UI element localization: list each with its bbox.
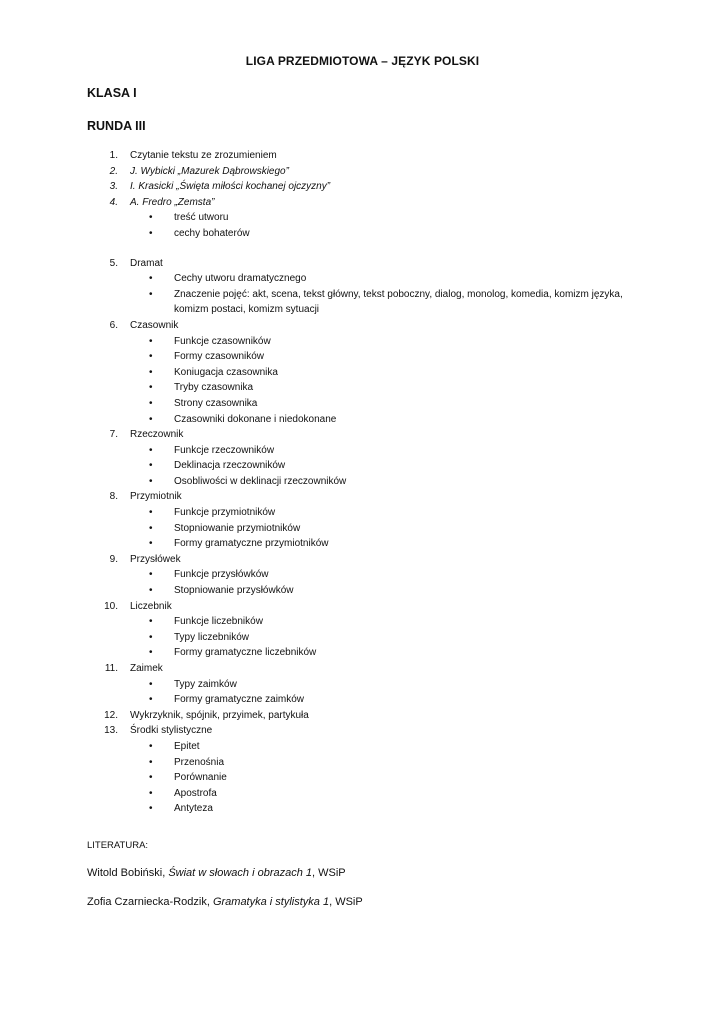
list-item	[0, 723, 725, 739]
bullet-item-text: Formy gramatyczne przymiotników	[174, 538, 329, 550]
list-item-text: Czytanie tekstu ze zrozumieniem	[130, 150, 277, 161]
bullet-icon: •	[149, 227, 153, 239]
bullet-item	[0, 801, 725, 817]
list-item-number: 9.	[109, 553, 118, 565]
list-item	[0, 179, 725, 195]
list-item-number: 10.	[104, 600, 118, 612]
bullet-item-text: Znaczenie pojęć: akt, scena, tekst główny, tekst poboczny, dialog, monolog, komedia, komizm języka, komizm postaci, komizm sytuacji	[174, 288, 623, 316]
list-item-number: 13.	[104, 725, 118, 737]
bullet-icon: •	[149, 460, 153, 472]
bullet-icon: •	[149, 382, 153, 394]
bullet-item	[0, 380, 725, 396]
list-item-number: 5.	[109, 257, 118, 269]
bullet-item-text: Porównanie	[174, 772, 227, 784]
list-item-number: 11.	[104, 663, 118, 674]
list-item-number: 12.	[104, 709, 118, 721]
bullet-item	[0, 458, 725, 474]
list-item-text: Czasownik	[130, 319, 179, 331]
bullet-icon: •	[149, 678, 153, 690]
list-item-text: Środki stylistyczne	[130, 725, 213, 737]
bullet-item	[0, 583, 725, 599]
bullet-item-text: Formy czasowników	[174, 351, 265, 363]
literature-label: LITERATURA:	[87, 840, 149, 851]
bullet-item-text: Funkcje czasowników	[174, 335, 271, 347]
bullet-item-text: Apostrofa	[174, 787, 217, 799]
bullet-item	[0, 645, 725, 661]
bullet-item	[0, 334, 725, 350]
bullet-item-text: Cechy utworu dramatycznego	[174, 273, 307, 285]
list-item-number: 1.	[109, 150, 118, 161]
bullet-item	[0, 365, 725, 381]
reference-item	[87, 867, 346, 879]
list-item	[0, 148, 725, 164]
bullet-icon: •	[149, 616, 153, 628]
bullet-icon: •	[149, 522, 153, 534]
bullet-item	[0, 692, 725, 708]
bullet-icon: •	[149, 787, 153, 799]
bullet-icon: •	[149, 772, 153, 784]
bullet-item-text: Przenośnia	[174, 756, 225, 768]
list-item-number: 2.	[109, 165, 118, 177]
list-item	[0, 164, 725, 180]
bullet-icon: •	[149, 288, 153, 300]
reference-publisher: , WSiP	[312, 867, 346, 879]
reference-item	[87, 896, 363, 908]
bullet-item	[0, 412, 725, 428]
bullet-item-text: treść utworu	[174, 212, 229, 224]
topic-list	[0, 148, 725, 817]
reference-author: Witold Bobiński,	[87, 867, 166, 879]
list-item-text: Liczebnik	[130, 600, 172, 612]
list-item	[0, 599, 725, 615]
bullet-icon: •	[149, 803, 153, 815]
bullet-item	[0, 614, 725, 630]
bullet-item-text: Funkcje liczebników	[174, 616, 263, 628]
list-item	[0, 318, 725, 334]
spacer	[0, 242, 725, 256]
bullet-icon: •	[149, 397, 153, 409]
list-item-number: 4.	[109, 196, 118, 208]
list-item	[0, 427, 725, 443]
bullet-item-text: Epitet	[174, 740, 200, 752]
bullet-item-text: Czasowniki dokonane i niedokonane	[174, 413, 337, 425]
bullet-icon: •	[149, 444, 153, 456]
bullet-item-text: Osobliwości w deklinacji rzeczowników	[174, 475, 347, 487]
bullet-item	[0, 521, 725, 537]
bullet-item-text: Tryby czasownika	[174, 382, 254, 394]
bullet-item-text: Antyteza	[174, 803, 213, 815]
bullet-item-text: Stopniowanie przymiotników	[174, 522, 301, 534]
bullet-icon: •	[149, 507, 153, 519]
reference-author: Zofia Czarniecka-Rodzik,	[87, 896, 210, 908]
list-item-text: I. Krasicki „Święta miłości kochanej ojczyzny”	[130, 181, 331, 193]
list-item	[0, 256, 725, 272]
bullet-item	[0, 677, 725, 693]
list-item-text: Rzeczownik	[130, 429, 184, 441]
bullet-item-text: Stopniowanie przysłówków	[174, 585, 294, 597]
bullet-icon: •	[149, 212, 153, 224]
bullet-item	[0, 349, 725, 365]
bullet-item	[0, 630, 725, 646]
bullet-item	[0, 536, 725, 552]
bullet-item	[0, 739, 725, 755]
list-item-number: 7.	[109, 429, 118, 441]
bullet-icon: •	[149, 694, 153, 706]
list-item-text: Przymiotnik	[130, 491, 182, 503]
list-item-text: J. Wybicki „Mazurek Dąbrowskiego”	[130, 165, 289, 177]
bullet-item	[0, 210, 725, 226]
bullet-item	[0, 226, 725, 242]
class-heading: KLASA I	[87, 86, 137, 100]
bullet-item-text: Koniugacja czasownika	[174, 366, 278, 378]
bullet-item-text: Formy gramatyczne zaimków	[174, 694, 305, 706]
list-item-text: Zaimek	[130, 663, 163, 674]
bullet-item	[0, 271, 725, 287]
list-item-number: 8.	[109, 491, 118, 503]
bullet-icon: •	[149, 538, 153, 550]
bullet-icon: •	[149, 475, 153, 487]
bullet-icon: •	[149, 413, 153, 425]
list-item	[0, 489, 725, 505]
bullet-item	[0, 505, 725, 521]
round-heading: RUNDA III	[87, 119, 146, 133]
bullet-item-text: Deklinacja rzeczowników	[174, 460, 286, 472]
bullet-item-text: Funkcje rzeczowników	[174, 444, 275, 456]
bullet-item-text: cechy bohaterów	[174, 227, 250, 239]
reference-title: Świat w słowach i obrazach 1	[168, 867, 313, 879]
bullet-icon: •	[149, 366, 153, 378]
bullet-item	[0, 396, 725, 412]
list-item-text: Dramat	[130, 257, 163, 269]
bullet-icon: •	[149, 756, 153, 768]
bullet-icon: •	[149, 351, 153, 363]
bullet-icon: •	[149, 335, 153, 347]
bullet-item	[0, 287, 725, 318]
bullet-item	[0, 755, 725, 771]
list-item-text: Wykrzyknik, spójnik, przyimek, partykuła	[130, 709, 309, 721]
reference-publisher: , WSiP	[329, 896, 363, 908]
bullet-item	[0, 474, 725, 490]
bullet-item	[0, 443, 725, 459]
bullet-icon: •	[149, 585, 153, 597]
bullet-item-text: Funkcje przysłówków	[174, 569, 269, 581]
document-title: LIGA PRZEDMIOTOWA – JĘZYK POLSKI	[245, 54, 480, 68]
bullet-item-text: Typy liczebników	[174, 631, 250, 643]
bullet-item	[0, 786, 725, 802]
bullet-icon: •	[149, 647, 153, 659]
bullet-item	[0, 770, 725, 786]
bullet-item	[0, 567, 725, 583]
list-item-number: 3.	[109, 181, 118, 193]
bullet-item-text: Typy zaimków	[174, 678, 237, 690]
list-item	[0, 552, 725, 568]
reference-title: Gramatyka i stylistyka 1	[212, 896, 330, 908]
list-item	[0, 195, 725, 211]
list-item-number: 6.	[109, 319, 118, 331]
list-item-text: Przysłówek	[130, 553, 181, 565]
list-item-text: A. Fredro „Zemsta”	[130, 196, 215, 208]
bullet-icon: •	[149, 569, 153, 581]
bullet-icon: •	[149, 740, 153, 752]
bullet-icon: •	[149, 273, 153, 285]
bullet-item-text: Strony czasownika	[174, 397, 258, 409]
bullet-item-text: Formy gramatyczne liczebników	[174, 647, 317, 659]
bullet-icon: •	[149, 631, 153, 643]
list-item	[0, 708, 725, 724]
list-item	[0, 661, 725, 677]
bullet-item-text: Funkcje przymiotników	[174, 507, 276, 519]
